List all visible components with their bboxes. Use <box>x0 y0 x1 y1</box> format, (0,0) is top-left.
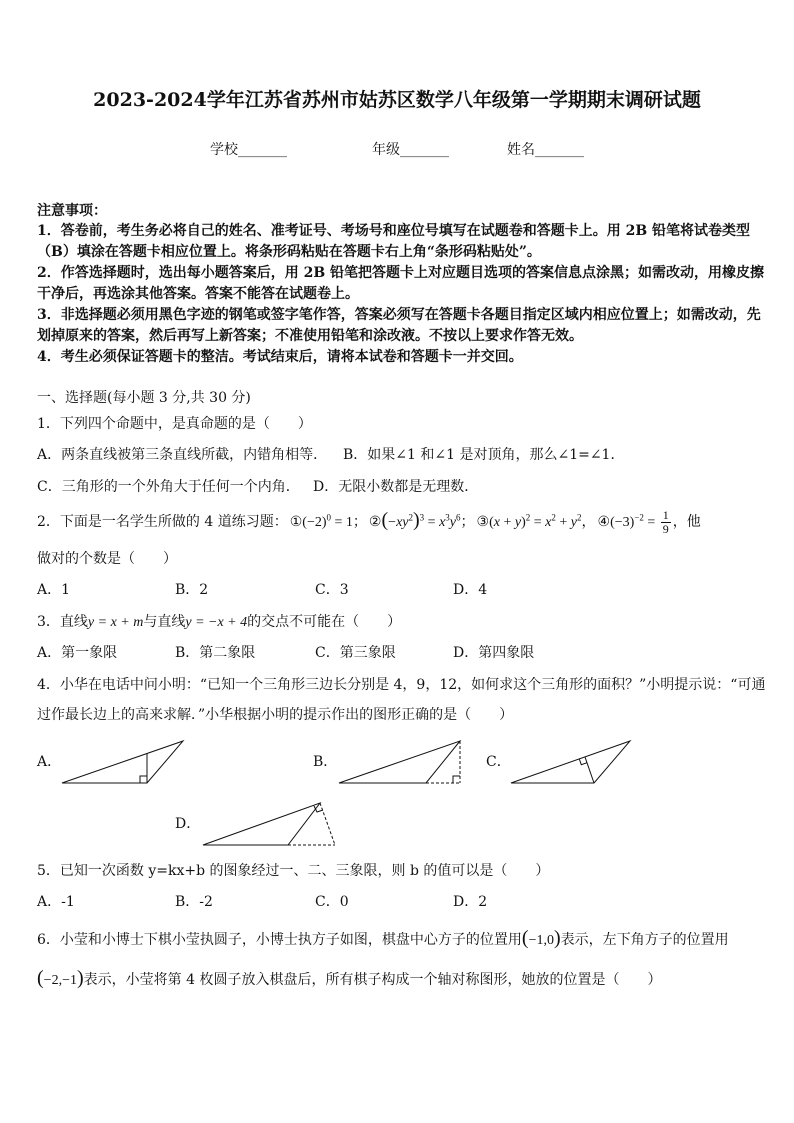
section-heading: 一、选择题(每小题 3 分,共 30 分) <box>37 390 251 406</box>
exercise-3-y: y <box>514 515 522 530</box>
question-5-option-b: B．-2 <box>175 894 213 910</box>
grade-field: 年级_______ <box>372 142 449 158</box>
question-4-figures <box>0 735 794 855</box>
notice-heading: 注意事项： <box>37 203 107 219</box>
question-3-option-a: A．第一象限 <box>37 645 118 661</box>
triangle-d <box>203 803 320 845</box>
page-title: 2023-2024学年江苏省苏州市姑苏区数学八年级第一学期期末调研试题 <box>93 89 701 111</box>
altitude-d <box>320 803 335 845</box>
coordinate-1-right-paren: ) <box>553 927 561 949</box>
question-3-mid: 与直线 <box>143 614 186 630</box>
question-6-prefix: 6．小莹和小博士下棋小莹执圆子，小博士执方子如图，棋盘中心方子的位置用 <box>37 932 522 948</box>
question-2-option-b: B．2 <box>175 582 209 598</box>
question-3-option-b: B．第二象限 <box>175 645 256 661</box>
name-field: 姓名_______ <box>507 142 584 158</box>
triangle-c <box>511 741 630 783</box>
figure-d-label: D． <box>175 816 201 832</box>
question-3-suffix: 的交点不可能在（ ） <box>247 614 402 630</box>
question-5-option-a: A．-1 <box>37 894 75 910</box>
line-equation-2: y = −x + 4 <box>185 615 248 630</box>
exercise-4-mark: ④ <box>597 514 611 530</box>
exercise-2-mark: ② <box>368 514 382 530</box>
question-6-mid: 表示，左下角方子的位置用 <box>560 932 729 948</box>
question-4-stem-line-2: 过作最长边上的高来求解．”小华根据小明的提示作出的图形正确的是（ ） <box>37 707 514 723</box>
question-5-option-d: D．2 <box>453 894 488 910</box>
exercise-2-result-x: x <box>439 515 446 530</box>
figure-option-b <box>339 741 460 783</box>
exercise-4 <box>597 507 701 536</box>
exercise-3-separator: ， <box>581 514 596 530</box>
figure-b-label: B． <box>313 754 338 770</box>
right-angle-mark-a <box>140 776 147 783</box>
triangle-a <box>62 741 183 783</box>
coordinate-2-value: −2,−1 <box>43 973 77 988</box>
figure-option-c <box>511 741 630 783</box>
notice-line: 1．答卷前，考生务必将自己的姓名、准考证号、考场号和座位号填写在试题卷和答题卡上。用 2B 铅笔将试卷类型 <box>37 223 751 239</box>
coordinate-1-value: −1,0 <box>528 933 554 948</box>
question-2-option-c: C．3 <box>315 582 349 598</box>
exercise-4-fraction <box>661 509 671 536</box>
notice-line: （B）填涂在答题卡相应位置上。将条形码粘贴在答题卡右上角“条形码粘贴处”。 <box>37 244 541 260</box>
line-equation-1: y = x + m <box>87 615 144 630</box>
question-3-stem <box>37 612 401 632</box>
exercise-2 <box>368 509 475 531</box>
question-2-stem <box>37 505 701 539</box>
exercise-3-mark: ③ <box>476 514 490 530</box>
exercise-1-mark: ① <box>289 514 303 530</box>
exercise-2-right-paren: ) <box>413 509 420 531</box>
question-2-prefix: 2．下面是一名学生所做的 4 道练习题： <box>37 514 288 530</box>
triangle-b <box>339 741 460 783</box>
altitude-c <box>585 757 594 783</box>
coordinate-1-left-paren: ( <box>521 927 529 949</box>
question-2-option-d: D．4 <box>453 582 488 598</box>
exercise-2-exponent: 3 <box>419 512 425 523</box>
notice-line: 干净后，再选涂其他答案。答案不能答在试题卷上。 <box>37 286 359 302</box>
figure-option-d <box>203 803 335 845</box>
right-angle-mark-b <box>453 776 460 783</box>
exercise-2-result-y-exponent: 6 <box>456 512 461 523</box>
question-6-suffix: 表示，小莹将第 4 枚圆子放入棋盘后，所有棋子构成一个轴对称图形，她放的位置是（ ） <box>83 972 662 988</box>
figure-a-label: A． <box>37 754 62 770</box>
exercise-3-equals: = <box>530 515 546 530</box>
exercise-1-result: = 1 <box>331 515 353 530</box>
exercise-4-equals: = <box>643 515 659 530</box>
question-1-stem: 1．下列四个命题中，是真命题的是（ ） <box>37 416 312 432</box>
exercise-3-left-paren: ( <box>489 515 494 530</box>
exercise-3-result-x: x <box>545 515 552 530</box>
exercise-2-vars: xy <box>396 515 409 530</box>
notice-line: 4．考生必须保证答题卡的整洁。考试结束后，请将本试卷和答题卡一并交回。 <box>37 349 523 365</box>
exercise-2-inner-exponent: 2 <box>408 512 413 523</box>
figure-c-label: C． <box>486 754 511 770</box>
question-3-option-d: D．第四象限 <box>453 645 535 661</box>
coordinate-2-right-paren: ) <box>76 967 84 989</box>
question-1-option-d: D．无限小数都是无理数． <box>313 479 479 495</box>
fraction-denominator: 9 <box>662 521 669 536</box>
exercise-1-base: (−2) <box>302 515 327 530</box>
question-2-option-a: A．1 <box>37 582 71 598</box>
exercise-4-tail: ，他 <box>672 514 701 530</box>
exercise-3 <box>477 514 596 530</box>
question-3-prefix: 3．直线 <box>37 614 88 630</box>
exercise-3-result-y-exponent: 2 <box>577 512 582 523</box>
exercise-2-result-x-exponent: 3 <box>445 512 450 523</box>
exercise-1-separator: ； <box>352 514 367 530</box>
question-6-stem-line-1 <box>37 926 729 954</box>
exercise-3-result-plus: + <box>555 515 571 530</box>
school-field: 学校_______ <box>210 142 287 158</box>
fraction-numerator: 1 <box>662 507 669 522</box>
exercise-2-equals: = <box>424 515 440 530</box>
question-3-option-c: C．第三象限 <box>315 645 396 661</box>
question-1-option-c: C．三角形的一个外角大于任何一个内角． <box>37 479 300 495</box>
question-2-stem-end: 做对的个数是（ ） <box>37 551 177 567</box>
question-6-stem-line-2 <box>37 966 661 994</box>
exercise-1-exponent: 0 <box>326 512 332 523</box>
coordinate-2-left-paren: ( <box>37 967 44 989</box>
question-5-stem: 5．已知一次函数 y=kx+b 的图象经过一、二、三象限，则 b 的值可以是（ ） <box>37 863 550 879</box>
exercise-2-separator: ； <box>460 514 475 530</box>
question-1-option-b: B．如果∠1 和∠1 是对顶角，那么∠1=∠1． <box>343 447 625 463</box>
question-4-stem-line-1: 4．小华在电话中问小明：“已知一个三角形三边长分别是 4，9，12，如何求这个三角形的面积？”小明提示说：“可通 <box>37 677 766 693</box>
exercise-1 <box>290 514 367 530</box>
question-1-option-a: A．两条直线被第三条直线所截，内错角相等． <box>37 447 328 463</box>
exercise-2-left-paren: ( <box>381 509 389 531</box>
exercise-3-plus: + <box>499 515 515 530</box>
notice-line: 3．非选择题必须用黑色字迹的钢笔或签字笔作答，答案必须写在答题卡各题目指定区域内相应位置上；如需改动，先 <box>37 307 761 323</box>
exercise-3-result-y: y <box>570 515 578 530</box>
exercise-4-base: (−3) <box>610 515 635 530</box>
exercise-3-right-paren: ) <box>521 515 526 530</box>
notice-line: 划掉原来的答案，然后再写上新答案；不准使用铅笔和涂改液。不按以上要求作答无效。 <box>37 328 583 344</box>
question-5-option-c: C．0 <box>315 894 349 910</box>
exercise-4-exponent: −2 <box>634 512 644 523</box>
figure-option-a <box>62 741 183 783</box>
exercise-3-x: x <box>493 515 500 530</box>
exercise-3-exponent: 2 <box>525 512 531 523</box>
exercise-3-result-x-exponent: 2 <box>551 512 556 523</box>
exercise-2-minus: − <box>388 515 397 530</box>
notice-line: 2．作答选择题时，选出每小题答案后，用 2B 铅笔把答题卡上对应题目选项的答案信息点涂黑；如需改动，用橡皮擦 <box>37 265 765 281</box>
exercise-2-result-y: y <box>449 515 457 530</box>
